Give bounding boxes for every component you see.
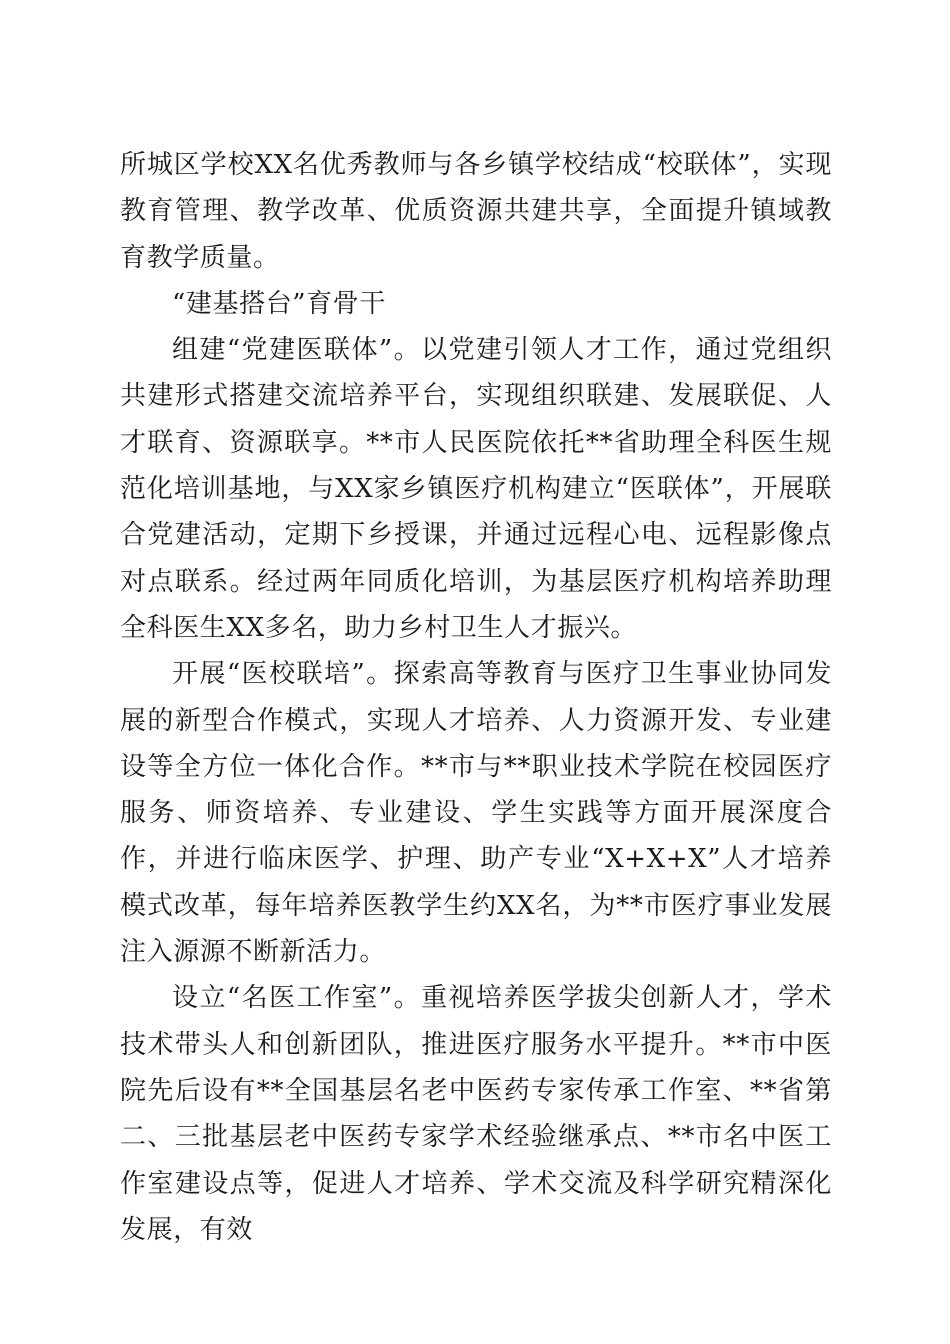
paragraph-3: 开展“医校联培”。探索高等教育与医疗卫生事业协同发展的新型合作模式，实现人才培养、人力资源开发、专业建设等全方位一体化合作。**市与**职业技术学院在校园医疗服务、师资培养、专业建设、学生实践等方面开展深度合作，并进行临床医学、护理、助产专业“X+X+X”人才培养模式改革，每年培养医教学生约XX名，为**市医疗事业发展注入源源不断新活力。 bbox=[120, 659, 832, 968]
paragraph-1: 所城区学校XX名优秀教师与各乡镇学校结成“校联体”，实现教育管理、教学改革、优质资源共建共享，全面提升镇域教育教学质量。 bbox=[120, 150, 832, 273]
paragraph-4: 设立“名医工作室”。重视培养医学拔尖创新人才，学术技术带头人和创新团队，推进医疗服务水平提升。**市中医院先后设有**全国基层名老中医药专家传承工作室、**省第二、三批基层老中医药专家学术经验继承点、**市名中医工作室建设点等，促进人才培养、学术交流及科学研究精深化发展，有效 bbox=[120, 983, 832, 1245]
document-body bbox=[120, 142, 832, 1253]
paragraph-2: 组建“党建医联体”。以党建引领人才工作，通过党组织共建形式搭建交流培养平台，实现组织联建、发展联促、人才联育、资源联享。**市人民医院依托**省助理全科医生规范化培训基地，与XX家乡镇医疗机构建立“医联体”，开展联合党建活动，定期下乡授课，并通过远程心电、远程影像点对点联系。经过两年同质化培训，为基层医疗机构培养助理全科医生XX多名，助力乡村卫生人才振兴。 bbox=[120, 335, 832, 643]
section-heading: “建基搭台”育骨干 bbox=[172, 288, 386, 319]
